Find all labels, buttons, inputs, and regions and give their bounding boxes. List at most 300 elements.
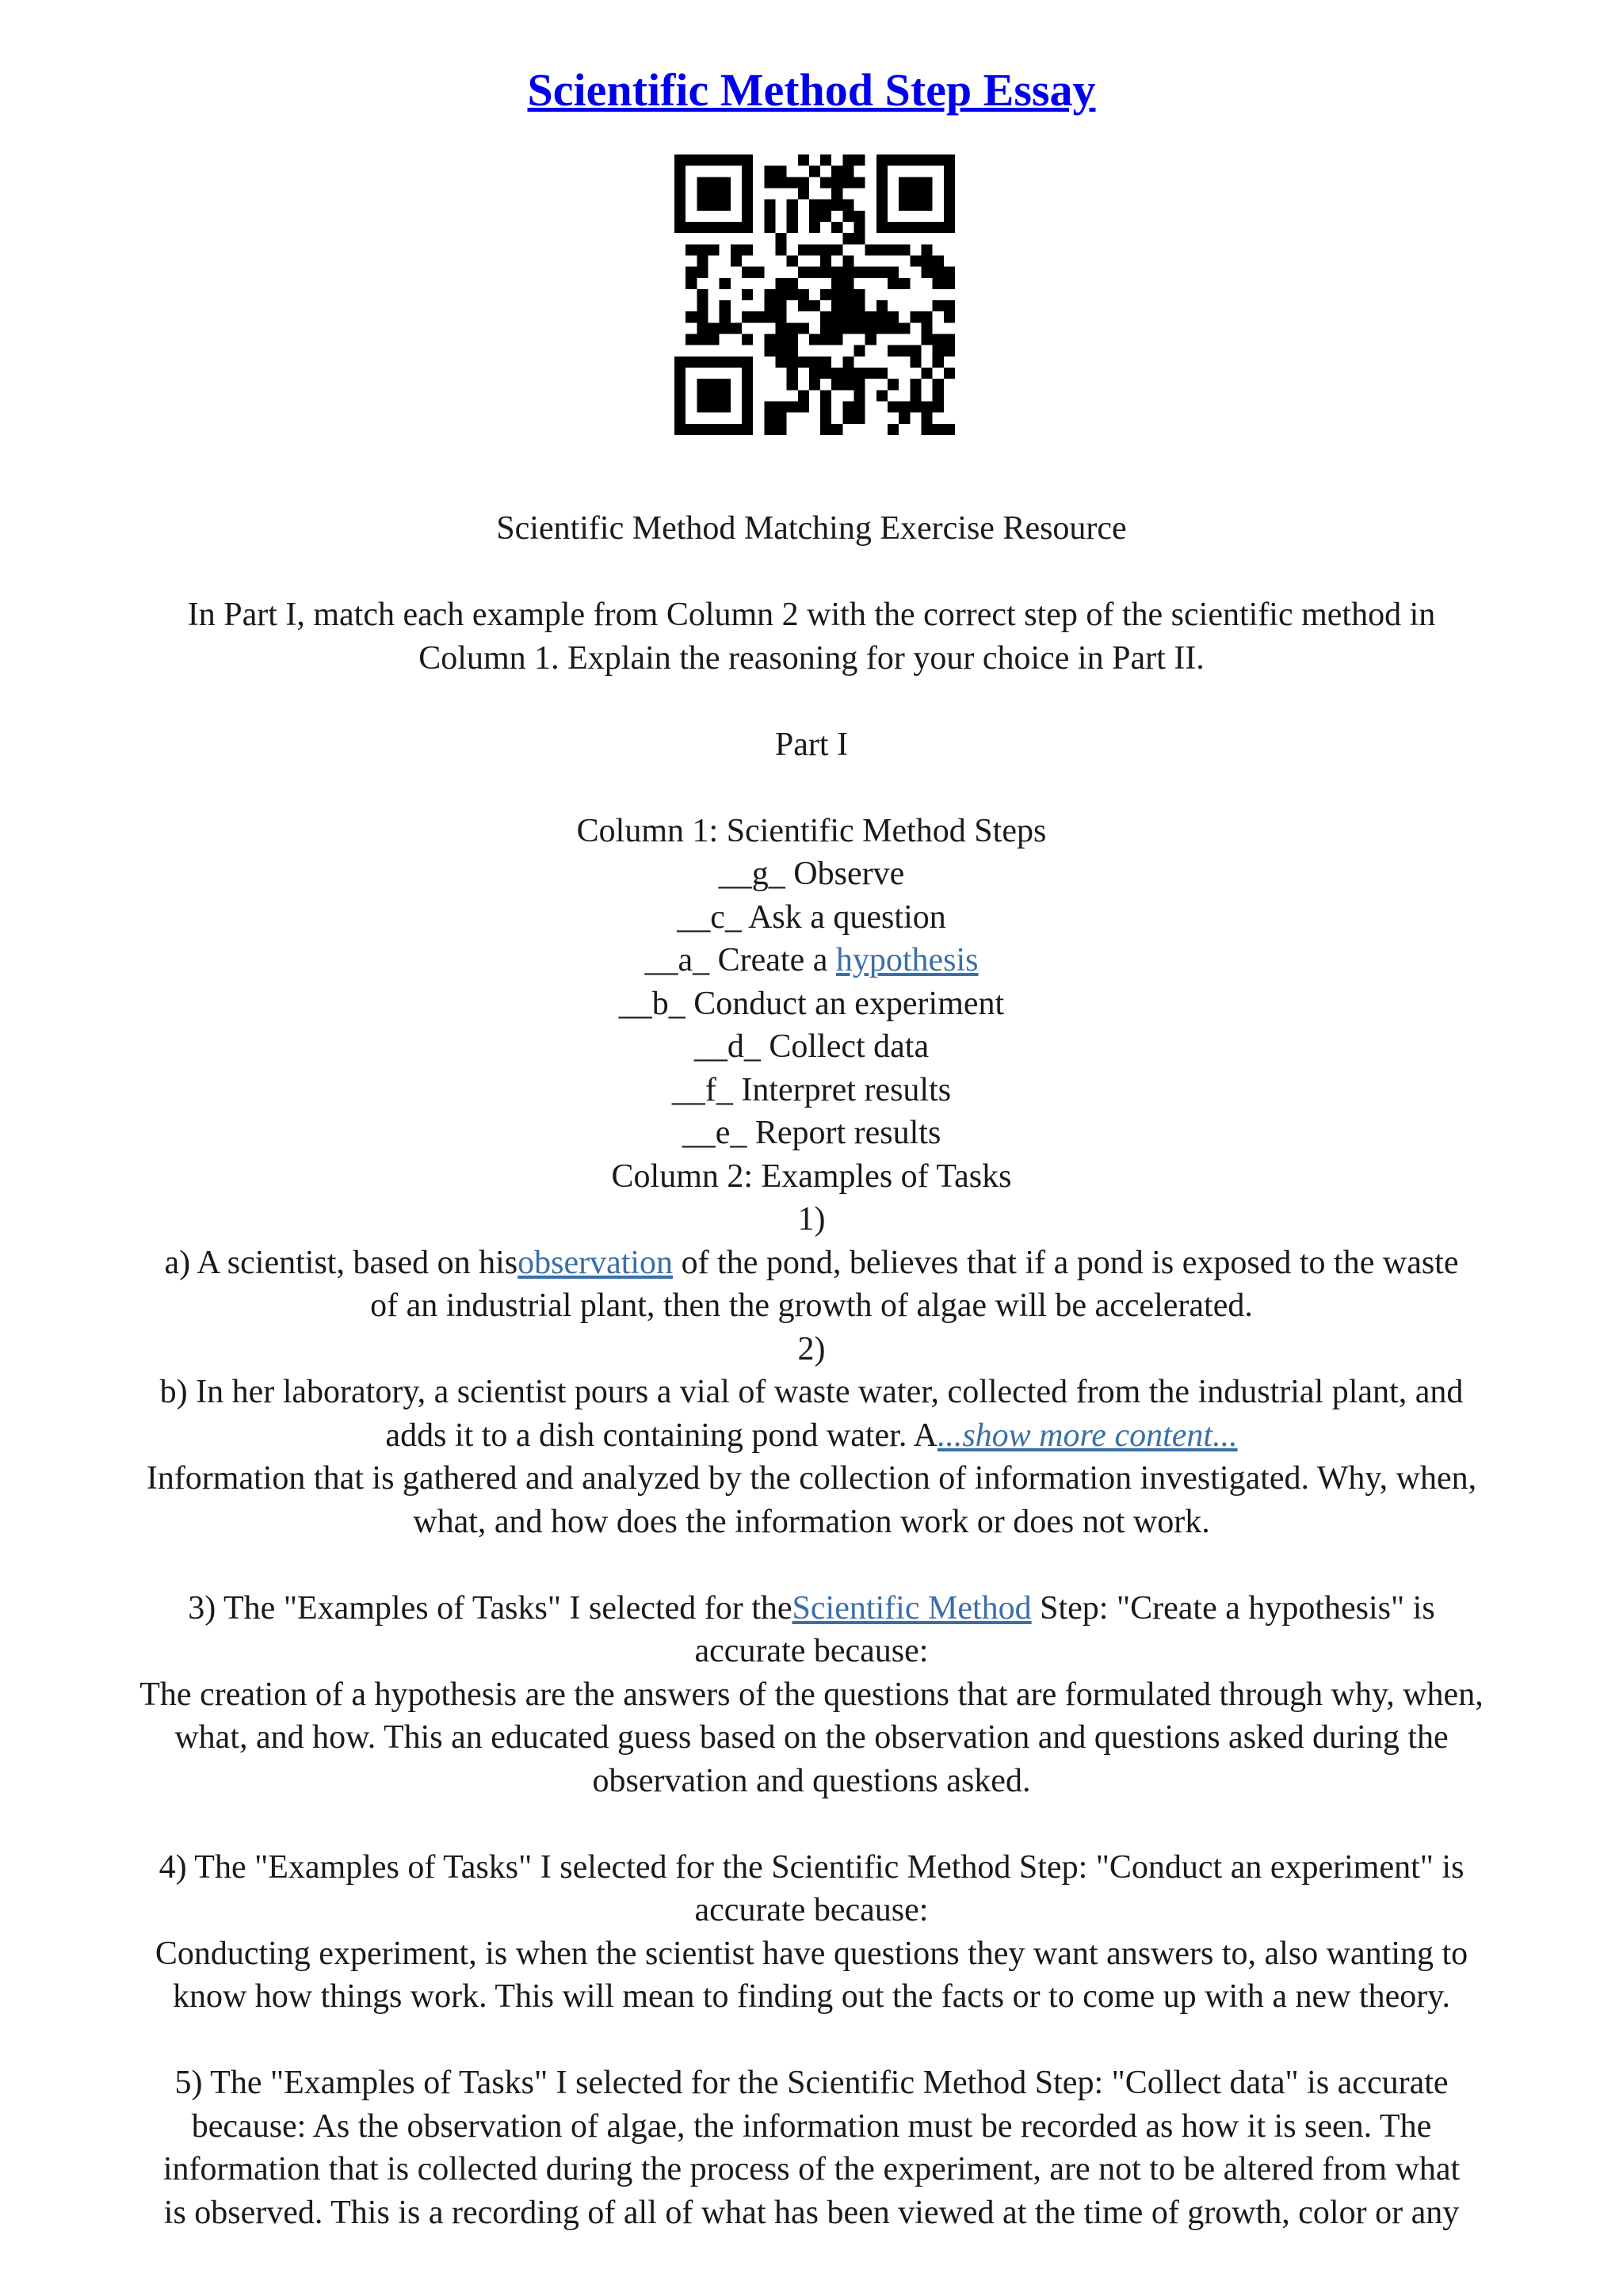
qr-module <box>708 222 719 233</box>
qr-module <box>798 188 809 199</box>
qr-module <box>922 402 933 413</box>
qr-module <box>731 322 742 334</box>
qr-module <box>742 222 753 233</box>
qr-module <box>764 166 775 177</box>
qr-module <box>764 211 775 222</box>
qr-code-icon <box>674 154 955 435</box>
qr-module <box>775 334 786 345</box>
qr-module <box>787 177 798 188</box>
qr-module <box>899 222 910 233</box>
qr-module <box>922 311 933 322</box>
answer-5-text: because: As the observation of algae, the information must be recorded as how it is seen. The <box>191 2107 1432 2145</box>
qr-module <box>787 368 798 379</box>
qr-module <box>809 200 820 211</box>
qr-module <box>787 357 798 368</box>
qr-module <box>742 166 753 177</box>
qr-module <box>697 322 708 334</box>
qr-module <box>708 402 719 413</box>
qr-module <box>697 311 708 322</box>
qr-module <box>922 188 933 199</box>
qr-module <box>697 379 708 390</box>
scientific-method-link[interactable]: Scientific Method <box>792 1589 1032 1627</box>
qr-module <box>854 177 865 188</box>
qr-module <box>820 390 831 401</box>
qr-module <box>764 289 775 300</box>
qr-module <box>842 357 854 368</box>
qr-module <box>809 166 820 177</box>
qr-module <box>876 390 888 401</box>
qr-module <box>708 379 719 390</box>
qr-module <box>708 154 719 166</box>
qr-module <box>899 188 910 199</box>
qr-module <box>842 289 854 300</box>
qr-module <box>933 424 944 435</box>
qr-module <box>944 278 955 289</box>
qr-module <box>720 300 731 311</box>
qr-module <box>831 300 842 311</box>
qr-module <box>888 424 899 435</box>
qr-module <box>831 379 842 390</box>
qr-module <box>922 255 933 266</box>
qr-module <box>720 379 731 390</box>
qr-module <box>753 311 764 322</box>
qr-module <box>742 177 753 188</box>
qr-module <box>764 311 775 322</box>
qr-module <box>775 166 786 177</box>
qr-module <box>865 322 876 334</box>
qr-module <box>731 154 742 166</box>
qr-module <box>820 322 831 334</box>
qr-module <box>922 222 933 233</box>
qr-module <box>820 267 831 278</box>
qr-module <box>831 244 842 255</box>
qr-module <box>809 222 820 233</box>
qr-module <box>708 424 719 435</box>
qr-module <box>798 390 809 401</box>
qr-module <box>674 368 685 379</box>
qr-module <box>933 278 944 289</box>
qr-module <box>775 278 786 289</box>
qr-module <box>876 200 888 211</box>
qr-module <box>899 345 910 357</box>
qr-module <box>842 267 854 278</box>
qr-module <box>685 278 697 289</box>
qr-module <box>798 177 809 188</box>
qr-module <box>922 244 933 255</box>
qr-module <box>831 166 842 177</box>
qr-module <box>764 402 775 413</box>
column1-title: Column 1: Scientific Method Steps <box>576 812 1047 849</box>
qr-module <box>922 424 933 435</box>
qr-module <box>685 222 697 233</box>
qr-module <box>809 211 820 222</box>
qr-module <box>742 289 753 300</box>
qr-module <box>685 357 697 368</box>
qr-module <box>831 424 842 435</box>
qr-module <box>764 424 775 435</box>
qr-module <box>944 222 955 233</box>
qr-module <box>842 233 854 244</box>
qr-module <box>731 255 742 266</box>
qr-module <box>809 334 820 345</box>
qr-module <box>798 289 809 300</box>
qr-module <box>876 300 888 311</box>
qr-module <box>798 322 809 334</box>
example-b-line2: adds it to a dish containing pond water. A...show more content... <box>385 1417 1238 1454</box>
qr-module <box>899 177 910 188</box>
answer-3-text: what, and how. This an educated guess based on the observation and questions asked during the <box>174 1719 1449 1756</box>
qr-module <box>708 390 719 401</box>
qr-module <box>753 267 764 278</box>
qr-module <box>720 357 731 368</box>
qr-module <box>674 166 685 177</box>
qr-module <box>775 345 786 357</box>
step-item: __a_ Create a hypothesis <box>644 942 979 978</box>
page-title <box>0 62 1623 119</box>
qr-module <box>944 154 955 166</box>
qr-module <box>876 166 888 177</box>
qr-module <box>809 357 820 368</box>
qr-module <box>899 200 910 211</box>
example-a-line2: of an industrial plant, then the growth of algae will be accelerated. <box>370 1287 1253 1324</box>
qr-module <box>685 311 697 322</box>
qr-module <box>697 244 708 255</box>
qr-module <box>820 211 831 222</box>
qr-module <box>798 244 809 255</box>
answer-4-heading: 4) The "Examples of Tasks" I selected for the Scientific Method Step: "Conduct an experiment" is <box>158 1848 1465 1886</box>
qr-module <box>944 177 955 188</box>
qr-module <box>742 188 753 199</box>
qr-module <box>697 200 708 211</box>
qr-module <box>764 334 775 345</box>
qr-module <box>854 390 865 401</box>
qr-module <box>842 177 854 188</box>
answer-5-text: information that is collected during the process of the experiment, are not to be altered from what <box>162 2151 1461 2187</box>
qr-module <box>787 222 798 233</box>
qr-module <box>820 289 831 300</box>
qr-module <box>842 278 854 289</box>
qr-module <box>809 244 820 255</box>
qr-module <box>787 255 798 266</box>
qr-module <box>775 357 786 368</box>
qr-module <box>708 244 719 255</box>
qr-module <box>809 300 820 311</box>
qr-module <box>854 233 865 244</box>
qr-module <box>888 154 899 166</box>
qr-module <box>933 267 944 278</box>
qr-module <box>674 424 685 435</box>
qr-module <box>775 311 786 322</box>
observation-link[interactable]: observation <box>517 1244 674 1281</box>
qr-module <box>899 154 910 166</box>
qr-module <box>708 357 719 368</box>
qr-module <box>910 311 921 322</box>
intro-line: Column 1. Explain the reasoning for your choice in Part II. <box>418 639 1205 677</box>
qr-module <box>842 311 854 322</box>
qr-module <box>831 188 842 199</box>
qr-module <box>775 244 786 255</box>
qr-module <box>899 322 910 334</box>
qr-module <box>842 413 854 424</box>
qr-module <box>697 289 708 300</box>
qr-module <box>910 357 921 368</box>
qr-module <box>720 390 731 401</box>
qr-module <box>842 322 854 334</box>
qr-module <box>674 200 685 211</box>
qr-module <box>742 311 753 322</box>
qr-module <box>888 322 899 334</box>
qr-module <box>888 222 899 233</box>
qr-module <box>910 345 921 357</box>
qr-module <box>775 413 786 424</box>
qr-module <box>775 402 786 413</box>
qr-module <box>831 311 842 322</box>
qr-module <box>809 267 820 278</box>
answer-3-text: observation and questions asked. <box>592 1762 1031 1799</box>
qr-module <box>854 154 865 166</box>
answer-3-heading: accurate because: <box>694 1633 929 1669</box>
document-body <box>55 507 1568 2234</box>
title-link[interactable]: Scientific Method Step Essay <box>527 64 1096 116</box>
qr-module <box>720 222 731 233</box>
step-item: __e_ Report results <box>682 1115 941 1151</box>
qr-module <box>842 402 854 413</box>
qr-module <box>742 244 753 255</box>
show-more-link[interactable]: ...show more content... <box>937 1417 1238 1454</box>
qr-module <box>697 267 708 278</box>
qr-module <box>674 222 685 233</box>
qr-module <box>842 166 854 177</box>
qr-module <box>764 177 775 188</box>
qr-module <box>910 390 921 401</box>
qr-module <box>876 368 888 379</box>
qr-module <box>674 357 685 368</box>
qr-module <box>720 322 731 334</box>
step-item: __b_ Conduct an experiment <box>618 985 1005 1022</box>
qr-module <box>697 424 708 435</box>
qr-module <box>708 200 719 211</box>
qr-module <box>764 413 775 424</box>
qr-module <box>764 345 775 357</box>
qr-module <box>876 322 888 334</box>
qr-module <box>742 211 753 222</box>
qr-module <box>888 402 899 413</box>
qr-module <box>787 345 798 357</box>
qr-module <box>854 211 865 222</box>
qr-module <box>910 200 921 211</box>
qr-module <box>820 413 831 424</box>
qr-module <box>697 154 708 166</box>
qr-module <box>831 278 842 289</box>
qr-module <box>697 402 708 413</box>
qr-module <box>876 311 888 322</box>
qr-module <box>854 267 865 278</box>
qr-module <box>720 154 731 166</box>
qr-module <box>922 200 933 211</box>
qr-module <box>910 188 921 199</box>
qr-module <box>842 211 854 222</box>
qr-module <box>922 334 933 345</box>
qr-module <box>831 289 842 300</box>
qr-module <box>933 345 944 357</box>
qr-module <box>888 345 899 357</box>
step-item: __c_ Ask a question <box>677 898 946 936</box>
qr-module <box>720 311 731 322</box>
qr-module <box>809 368 820 379</box>
qr-module <box>854 368 865 379</box>
qr-module <box>854 402 865 413</box>
qr-module <box>922 154 933 166</box>
qr-module <box>899 413 910 424</box>
qr-module <box>831 222 842 233</box>
qr-module <box>876 177 888 188</box>
qr-module <box>798 300 809 311</box>
qr-module <box>933 379 944 390</box>
qr-module <box>933 402 944 413</box>
qr-module <box>888 311 899 322</box>
qr-module <box>742 390 753 401</box>
qr-module <box>888 278 899 289</box>
qr-module <box>708 177 719 188</box>
qr-module <box>910 402 921 413</box>
qr-module <box>888 379 899 390</box>
qr-module <box>674 177 685 188</box>
qr-module <box>809 379 820 390</box>
qr-module <box>674 413 685 424</box>
qr-module <box>944 334 955 345</box>
qr-module <box>775 322 786 334</box>
qr-module <box>697 255 708 266</box>
qr-module <box>899 278 910 289</box>
hypothesis-link[interactable]: hypothesis <box>835 942 979 978</box>
subtitle: Scientific Method Matching Exercise Resource <box>496 510 1127 547</box>
info-line: what, and how does the information work or does not work. <box>413 1503 1210 1540</box>
qr-module <box>933 390 944 401</box>
qr-module <box>820 402 831 413</box>
qr-module <box>922 267 933 278</box>
qr-module <box>922 368 933 379</box>
qr-module <box>775 289 786 300</box>
qr-module <box>798 267 809 278</box>
qr-module <box>910 379 921 390</box>
qr-module <box>820 424 831 435</box>
qr-module <box>697 390 708 401</box>
qr-module <box>708 334 719 345</box>
qr-module <box>674 154 685 166</box>
qr-module <box>933 154 944 166</box>
qr-module <box>865 311 876 322</box>
qr-module <box>742 424 753 435</box>
answer-3-heading: 3) The "Examples of Tasks" I selected for theScientific Method Step: "Create a hypothesis" is <box>188 1589 1435 1627</box>
qr-module <box>876 188 888 199</box>
qr-module <box>742 154 753 166</box>
qr-module <box>674 390 685 401</box>
qr-module <box>720 424 731 435</box>
qr-module <box>787 402 798 413</box>
qr-module <box>854 345 865 357</box>
qr-module <box>842 379 854 390</box>
qr-module <box>944 211 955 222</box>
qr-module <box>831 177 842 188</box>
qr-module <box>842 300 854 311</box>
qr-module <box>787 200 798 211</box>
qr-module <box>685 154 697 166</box>
qr-module <box>820 154 831 166</box>
qr-module <box>876 267 888 278</box>
qr-module <box>944 368 955 379</box>
qr-module <box>910 154 921 166</box>
example-number: 1) <box>797 1201 826 1238</box>
example-a: a) A scientist, based on hisobservation of the pond, believes that if a pond is exposed to the waste <box>164 1244 1459 1281</box>
qr-module <box>731 424 742 435</box>
qr-module <box>922 322 933 334</box>
qr-module <box>697 357 708 368</box>
qr-module <box>820 177 831 188</box>
qr-module <box>933 222 944 233</box>
qr-module <box>899 402 910 413</box>
intro-line: In Part I, match each example from Column 2 with the correct step of the scientific method in <box>187 597 1436 633</box>
qr-module <box>831 200 842 211</box>
qr-module <box>685 424 697 435</box>
qr-module <box>787 278 798 289</box>
answer-4-heading: accurate because: <box>694 1892 929 1928</box>
qr-module <box>798 357 809 368</box>
qr-module <box>742 368 753 379</box>
qr-module <box>922 177 933 188</box>
qr-module <box>854 289 865 300</box>
qr-module <box>742 334 753 345</box>
qr-module <box>944 166 955 177</box>
qr-module <box>865 244 876 255</box>
qr-module <box>787 289 798 300</box>
qr-module <box>854 413 865 424</box>
qr-module <box>742 200 753 211</box>
qr-module <box>685 334 697 345</box>
qr-module <box>876 211 888 222</box>
qr-module <box>697 188 708 199</box>
qr-module <box>798 154 809 166</box>
qr-module <box>731 357 742 368</box>
qr-module <box>697 222 708 233</box>
qr-module <box>674 402 685 413</box>
answer-3-text: The creation of a hypothesis are the answers of the questions that are formulated through why, when, <box>139 1676 1484 1713</box>
qr-module <box>742 379 753 390</box>
qr-module <box>674 188 685 199</box>
qr-module <box>720 177 731 188</box>
qr-module <box>944 267 955 278</box>
qr-module <box>820 200 831 211</box>
qr-module <box>831 368 842 379</box>
qr-module <box>922 413 933 424</box>
qr-module <box>842 255 854 266</box>
qr-module <box>820 368 831 379</box>
qr-module <box>831 267 842 278</box>
qr-module <box>944 424 955 435</box>
qr-module <box>764 222 775 233</box>
qr-module <box>820 244 831 255</box>
qr-module <box>933 300 944 311</box>
step-item: __d_ Collect data <box>693 1028 930 1065</box>
qr-module <box>933 255 944 266</box>
example-b: b) In her laboratory, a scientist pours a vial of waste water, collected from the industrial plant, and <box>159 1374 1464 1410</box>
qr-module <box>854 300 865 311</box>
qr-module <box>944 311 955 322</box>
qr-module <box>933 334 944 345</box>
qr-module <box>685 267 697 278</box>
qr-module <box>775 300 786 311</box>
qr-module <box>674 211 685 222</box>
qr-module <box>787 379 798 390</box>
